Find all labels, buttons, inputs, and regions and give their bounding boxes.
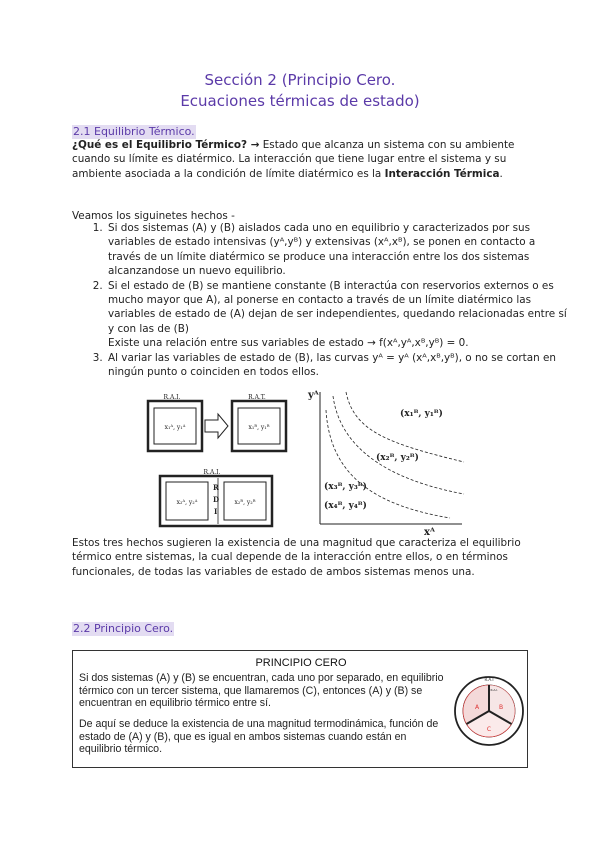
system-a2-state: x₂ᴬ, y₂ᴬ xyxy=(176,499,198,506)
sector-b-label: B xyxy=(498,704,504,711)
principle-consequence: De aquí se deduce la existencia de una magnitud termodinámica, función de estado de (A) y (B), que es igual en ambos sistemas cuando están en equilibrio térmico. xyxy=(79,718,439,756)
definition-end: . xyxy=(499,167,503,180)
page-title-line2: Ecuaciones térmicas de estado) xyxy=(180,92,420,110)
principle-statement: Si dos sistemas (A) y (B) se encuentran, cada uno por separado, en equilibrio térmico con un tercer sistema, que llamaremos (C), entonces (A) y (B) se encuentran en equilibrio térmico entre sí. xyxy=(79,672,444,710)
system-b2-state: x₂ᴮ, y₂ᴮ xyxy=(234,499,256,506)
sector-c-label: C xyxy=(486,726,492,733)
label-rai-top-left: R.A.I. xyxy=(163,394,181,401)
point-label-4: (x₄ᴮ, y₄ᴮ) xyxy=(324,501,367,511)
section-2-1-heading: 2.1 Equilibrio Térmico. xyxy=(73,125,195,138)
principle-box xyxy=(72,650,528,768)
point-label-2: (x₂ᴮ, y₂ᴮ) xyxy=(376,453,419,463)
fact-2-extra: Existe una relación entre sus variables de estado → f(xᴬ,yᴬ,xᴮ,yᴮ) = 0. xyxy=(108,337,469,350)
label-rat-top-right: R.A.T. xyxy=(248,394,266,401)
principle-box-title: PRINCIPIO CERO xyxy=(255,657,347,669)
rdi-letter-i: I xyxy=(214,507,218,516)
isotherm-curve-1 xyxy=(346,392,464,462)
conclusion-paragraph: Estos tres hechos sugieren la existencia de una magnitud que caracteriza el equilibrio térmico entre sistemas, la cual depende de la interacción entre ellos, o en términos funcionales, de todas las variables de estado de ambos sistemas menos una. xyxy=(72,537,521,578)
systems-diagram xyxy=(142,390,302,530)
circle-top-label: R.A.I xyxy=(484,677,494,682)
facts-intro: Veamos los siguinetes hechos - xyxy=(72,210,235,222)
fact-2-text: Si el estado de (B) se mantiene constante (B interactúa con reservorios externos o es mucho mayor que A), al ponerse en contacto a través de un límite diatérmico las variables de estado de (A) dejan de ser independientes, quedando relacionadas entre sí y con las de (B) xyxy=(108,279,567,335)
isotherm-curve-2 xyxy=(333,396,464,494)
rdi-letter-r: R xyxy=(213,483,219,492)
system-a1-state: x₁ᴬ, y₁ᴬ xyxy=(164,424,186,431)
fact-item-2 xyxy=(106,279,568,351)
section-2-2-heading: 2.2 Principio Cero. xyxy=(73,622,174,635)
x-axis-label: xᴬ xyxy=(424,527,435,538)
transition-arrow xyxy=(205,414,228,438)
rdi-letter-d: D xyxy=(213,495,220,504)
circle-diagram xyxy=(453,669,525,749)
fact-3-text: Al variar las variables de estado de (B), las curvas yᴬ = yᴬ (xᴬ,xᴮ,yᴮ), o no se cortan en ningún punto o coinciden en todos ellos. xyxy=(108,351,556,379)
definition-paragraph xyxy=(72,138,532,181)
facts-list xyxy=(72,221,568,379)
fact-item-1 xyxy=(106,221,568,279)
definition-text: Estado que alcanza un sistema con su ambiente cuando su límite es diatérmico. La interacción que tiene lugar entre el sistema y su ambiente asociada a la condición de límite diatérmico es la xyxy=(72,139,515,180)
y-axis-label: yᴬ xyxy=(308,390,319,401)
question-label: ¿Qué es el Equilibrio Térmico? → xyxy=(72,139,260,151)
label-rai-bottom: R.A.I. xyxy=(203,469,221,476)
fact-1-text: Si dos sistemas (A) y (B) aislados cada uno en equilibrio y caracterizados por sus variables de estado intensivas (yᴬ,yᴮ) y extensivas (xᴬ,xᴮ), se ponen en contacto a través de un límite diatérmico se produce una interacción entre los dos sistemas alcanzandose un nuevo equilibrio. xyxy=(108,222,536,278)
interaction-term: Interacción Térmica xyxy=(384,167,500,180)
sector-a-label: A xyxy=(474,704,480,711)
point-label-1: (x₁ᴮ, y₁ᴮ) xyxy=(400,409,443,419)
curves-plot xyxy=(300,382,470,542)
system-b1-state: x₁ᴮ, y₁ᴮ xyxy=(248,424,270,431)
fact-item-3 xyxy=(106,351,568,380)
point-label-3: (x₃ᴮ, y₃ᴮ) xyxy=(324,482,367,492)
circle-wall-label: R.A.I. xyxy=(490,688,499,692)
page-title-line1: Sección 2 (Principio Cero. xyxy=(204,71,396,89)
